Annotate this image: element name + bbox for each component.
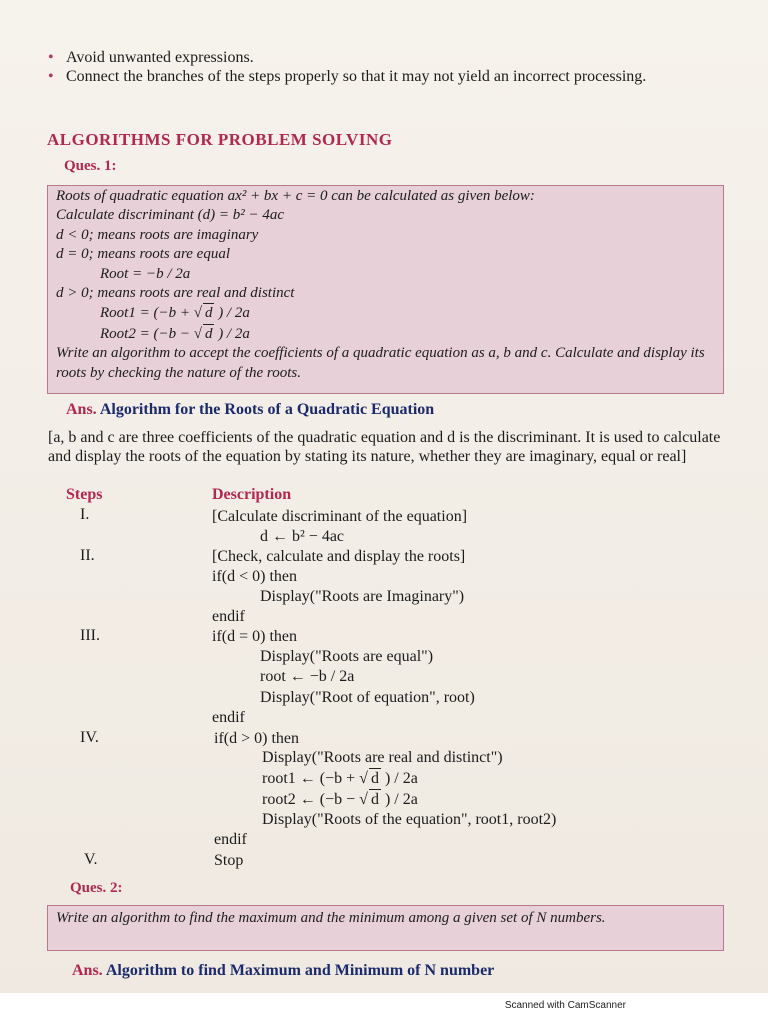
question-line: Write an algorithm to find the maximum and the minimum among a given set of N numbers.: [56, 910, 606, 926]
description-line: if(d = 0) then: [212, 628, 297, 645]
description-line: [Check, calculate and display the roots]: [212, 548, 466, 565]
bullet-dot-icon: •: [48, 68, 54, 85]
square-root-icon: √: [359, 770, 368, 787]
answer-2-title: Ans. Algorithm to find Maximum and Minimum of N number: [72, 962, 495, 979]
square-root-icon: √: [359, 791, 368, 808]
description-line: Stop: [214, 852, 244, 869]
question-line: Calculate discriminant (d) = b² − 4ac: [56, 207, 285, 224]
bullet-item: [46, 48, 736, 67]
question-2-box: [47, 905, 724, 951]
description-line: Display("Roots of the equation", root1, root2): [262, 811, 557, 828]
question-1-box: [47, 185, 724, 394]
question-line: Write an algorithm to accept the coefficients of a quadratic equation as a, b and c. Calculate and display its roots by checking the nature of the roots.: [56, 345, 705, 381]
question-line: d > 0; means roots are real and distinct: [56, 285, 295, 302]
description-line: d ← b² − 4ac: [260, 528, 345, 545]
scanner-watermark: Scanned with CamScanner: [504, 1000, 626, 1011]
description-line: root2 ← (−b − √ d ) / 2a: [262, 791, 418, 808]
description-line: endif: [212, 709, 245, 726]
bullet-list: [46, 48, 736, 86]
bullet-text: Avoid unwanted expressions.: [66, 49, 254, 66]
question-2-label: Ques. 2:: [70, 880, 123, 896]
square-root-icon: √: [193, 325, 202, 342]
description-line: root ← −b / 2a: [260, 668, 355, 685]
question-line: Roots of quadratic equation ax² + bx + c = 0 can be calculated as given below:: [56, 188, 535, 204]
description-line: Display("Roots are real and distinct"): [262, 749, 503, 766]
question-line: d = 0; means roots are equal: [56, 246, 230, 263]
question-line: d < 0; means roots are imaginary: [56, 226, 259, 243]
bullet-item: [46, 67, 736, 86]
description-line: endif: [212, 608, 245, 625]
description-line: root1 ← (−b + √ d ) / 2a: [262, 770, 418, 787]
description-line: Display("Roots are equal"): [260, 648, 434, 665]
step-number: IV.: [80, 729, 99, 746]
bullet-dot-icon: •: [48, 49, 54, 66]
description-line: [Calculate discriminant of the equation]: [212, 508, 468, 525]
steps-column-header: Steps: [66, 486, 103, 503]
step-number: II.: [80, 547, 95, 564]
root1-formula: Root1 = (−b + √ d ) / 2a: [56, 303, 715, 323]
root2-formula: Root2 = (−b − √ d ) / 2a: [56, 324, 715, 344]
step-number: V.: [84, 851, 98, 868]
section-title: ALGORITHMS FOR PROBLEM SOLVING: [47, 130, 393, 149]
description-line: if(d > 0) then: [214, 730, 299, 747]
answer-1-title: Ans. Algorithm for the Roots of a Quadratic Equation: [66, 401, 435, 418]
question-1-label: Ques. 1:: [64, 158, 117, 174]
step-number: III.: [80, 627, 100, 644]
description-line: Display("Roots are Imaginary"): [260, 588, 465, 605]
description-line: endif: [214, 831, 247, 848]
description-line: if(d < 0) then: [212, 568, 297, 585]
description-line: Display("Root of equation", root): [260, 689, 475, 706]
question-line: Root = −b / 2a: [100, 265, 191, 282]
square-root-icon: √: [193, 305, 202, 322]
description-column-header: Description: [212, 486, 292, 503]
bullet-text: Connect the branches of the steps properly so that it may not yield an incorrect processing.: [66, 68, 647, 85]
step-number: I.: [80, 506, 90, 523]
answer-1-intro: [a, b and c are three coefficients of the quadratic equation and d is the discriminant. It is used to calculate and display the roots of the equation by stating its nature, whether they are imaginary, equal or real]: [48, 429, 721, 465]
scan-footer-strip: [0, 993, 768, 1024]
